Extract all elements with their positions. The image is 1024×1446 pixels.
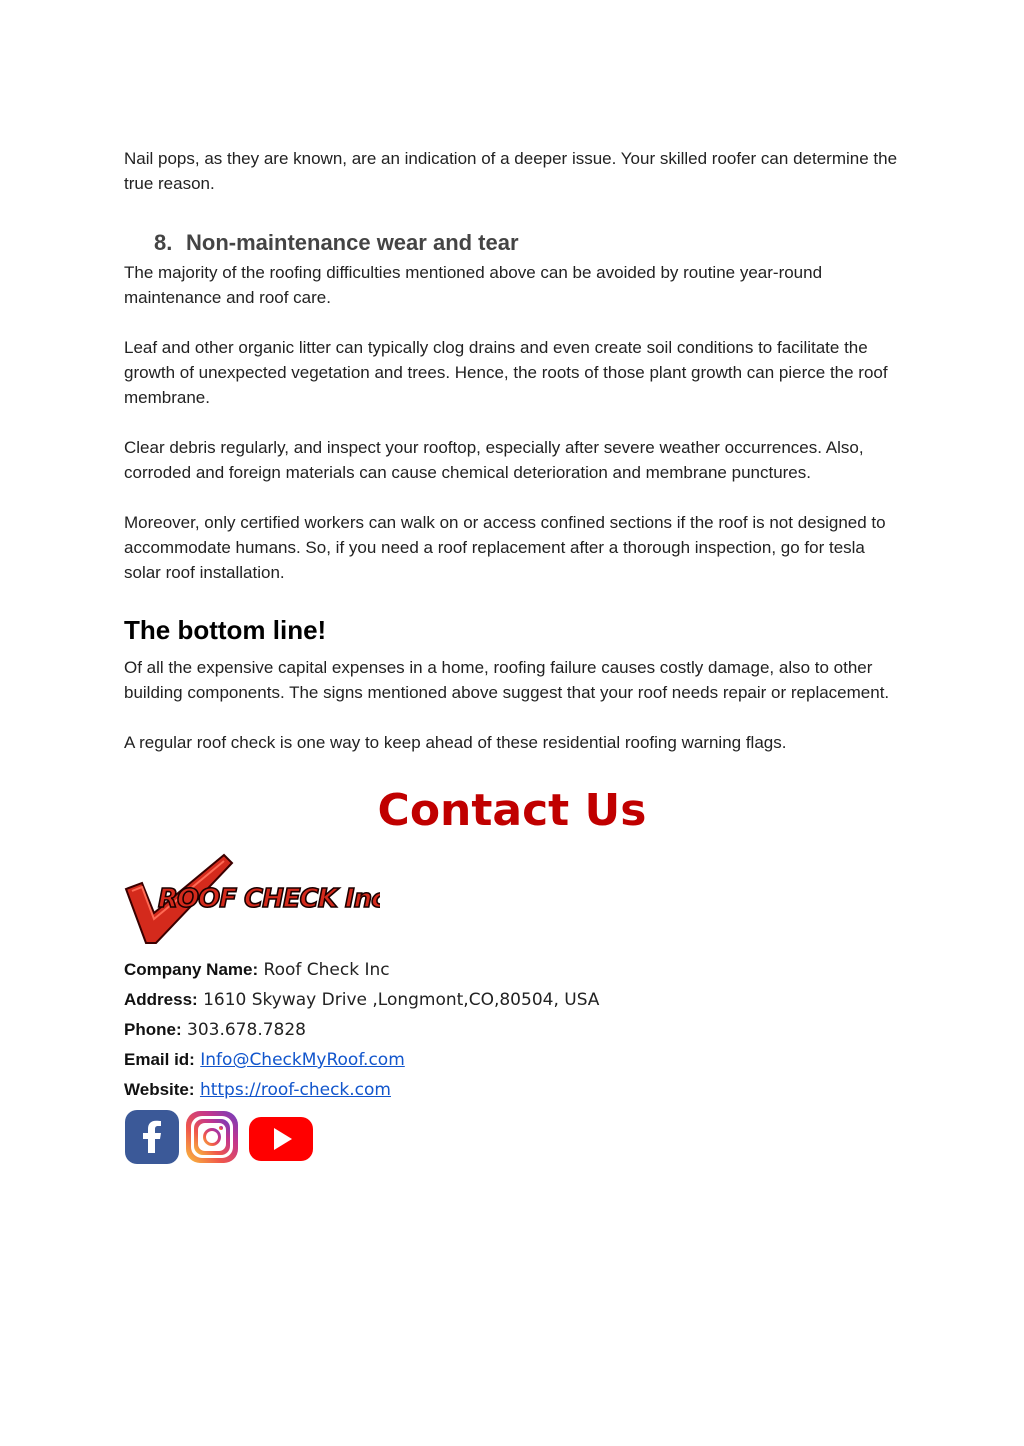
section-8-heading xyxy=(124,228,904,258)
address-value: 1610 Skyway Drive ,Longmont,CO,80504, USA xyxy=(203,990,600,1010)
phone-label: Phone: xyxy=(124,1020,182,1039)
paragraph: Leaf and other organic litter can typically clog drains and even create soil conditions to facilitate the growth of unexpected vegetation and trees. Hence, the roots of those plant growth can pierce the roof membrane. xyxy=(124,338,888,407)
website-line xyxy=(124,1075,904,1105)
bottom-line-heading: The bottom line! xyxy=(124,615,327,645)
email-link[interactable]: Info@CheckMyRoof.com xyxy=(200,1050,405,1070)
company-name-label: Company Name: xyxy=(124,960,259,979)
paragraph: Clear debris regularly, and inspect your rooftop, especially after severe weather occurrences. Also, corroded and foreign materials can cause chemical deterioration and membrane punctures. xyxy=(124,438,864,482)
intro-paragraph: Nail pops, as they are known, are an indication of a deeper issue. Your skilled roofer can determine the true reason. xyxy=(124,149,898,193)
facebook-icon[interactable] xyxy=(124,1109,180,1170)
youtube-icon[interactable] xyxy=(248,1109,314,1170)
paragraph: Moreover, only certified workers can walk on or access confined sections if the roof is not designed to accommodate humans. So, if you need a roof replacement after a thorough inspection, go for tesla solar roof installation. xyxy=(124,513,886,582)
instagram-icon[interactable] xyxy=(184,1109,240,1170)
phone-value: 303.678.7828 xyxy=(187,1020,306,1040)
company-name-line xyxy=(124,955,904,985)
section-number: 8. xyxy=(154,230,173,255)
address-label: Address: xyxy=(124,990,198,1009)
website-link[interactable]: https://roof-check.com xyxy=(199,1080,391,1100)
paragraph: Of all the expensive capital expenses in a home, roofing failure causes costly damage, also to other building components. The signs mentioned above suggest that your roof needs repair or replacement. xyxy=(124,658,890,702)
website-label: Website: xyxy=(124,1080,195,1099)
paragraph: A regular roof check is one way to keep ahead of these residential roofing warning flags. xyxy=(124,733,787,752)
contact-us-title: Contact Us xyxy=(377,785,647,836)
email-label: Email id: xyxy=(124,1050,195,1069)
company-name-value: Roof Check Inc xyxy=(263,960,390,980)
phone-line xyxy=(124,1015,904,1045)
address-line xyxy=(124,985,904,1015)
document-page xyxy=(124,146,904,1170)
paragraph: The majority of the roofing difficulties mentioned above can be avoided by routine year-round maintenance and roof care. xyxy=(124,263,823,307)
social-icons xyxy=(124,1109,904,1170)
email-line xyxy=(124,1045,904,1075)
section-title: Non-maintenance wear and tear xyxy=(186,230,519,255)
company-logo xyxy=(124,853,380,949)
logo-text: ROOF CHECK Inc. xyxy=(158,884,380,914)
roof-check-logo-icon xyxy=(124,853,380,949)
